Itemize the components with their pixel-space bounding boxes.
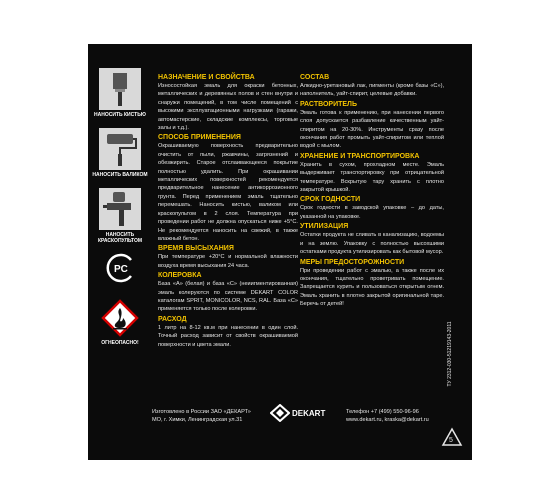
svg-text:PC: PC — [114, 264, 128, 275]
drying-heading: ВРЕМЯ ВЫСЫХАНИЯ — [158, 245, 234, 253]
composition-text: Алкидно-уретановый лак, пигменты (кроме базы «С»), наполнитель, уайт-спирит, целевые добавки. — [300, 83, 444, 98]
disposal-heading: УТИЛИЗАЦИЯ — [300, 223, 349, 231]
roller-caption: НАНОСИТЬ ВАЛИКОМ — [92, 172, 148, 178]
spray-caption: НАНОСИТЬ КРАСКОПУЛЬТОМ — [97, 232, 143, 244]
drying-text: При температуре +20°С и нормальной влажности воздуха время высыхания 24 часа. — [158, 254, 298, 269]
storage-heading: ХРАНЕНИЕ И ТРАНСПОРТИРОВКА — [300, 152, 420, 160]
certification-mark-icon — [104, 252, 136, 284]
tint-heading: КОЛЕРОВКА — [158, 272, 202, 280]
brush-caption: НАНОСИТЬ КИСТЬЮ — [94, 112, 146, 118]
solvent-text: Эмаль готова к применению, при нанесении первого слоя допускается разбавление качественным уайт-спиритом на 20-30%. Инструменты сразу после окончания работ промыть уайт-спиритом или теплой водой с мылом. — [300, 109, 444, 150]
shelf-life-text: Срок годности в заводской упаковке – до даты, указанной на упаковке. — [300, 205, 444, 220]
brush-icon — [99, 68, 141, 110]
flammable-hazard-icon — [101, 299, 139, 337]
right-column — [300, 72, 444, 309]
tint-text: База «А» (белая) и база «С» (неиигментированная) эмаль колеруются по системе DEKART COLOR каталогам SPRIT, MONICOLOR, NCS, RAL. База «С» применяется только после колеровки. — [158, 281, 298, 313]
manufacturer-info — [152, 408, 251, 424]
tu-code-text: ТУ 2312-030-51219143-2011 — [447, 321, 453, 387]
brand-logo — [270, 404, 336, 422]
contact-info — [346, 408, 429, 424]
recycle-icon — [440, 427, 464, 449]
purpose-text: Износостойкая эмаль для окраски бетонных, металлических и деревянных полов и стен внутри и снаружи помещений, в том числе помещений с высокими эксплуатационными нагрузками (гаражи, автомастерские, складские комплексы, торговые залы и т.д.). — [158, 83, 298, 132]
storage-text: Хранить в сухом, прохладном месте. Эмаль выдерживает транспортировку при отрицательной температуре. Вскрытую тару хранить с плотно закрытой крышкой. — [300, 161, 444, 194]
svg-text:5: 5 — [449, 437, 453, 444]
spray-gun-icon — [99, 188, 141, 230]
composition-heading: СОСТАВ — [300, 74, 330, 81]
method-heading: СПОСОБ ПРИМЕНЕНИЯ — [158, 134, 241, 142]
manufacturer-line-2: МО, г. Химки, Ленинградская ул.31 — [152, 417, 243, 423]
usage-text: 1 литр на 8-12 кв.м при нанесении в один слой. Точный расход зависит от свойств окрашиваемой поверхности и цвета эмали. — [158, 324, 298, 348]
tu-code — [445, 296, 455, 416]
left-column — [158, 72, 298, 349]
brand-emblem-icon — [270, 404, 290, 422]
phone-text: Телефон +7 (499) 550-96-96 — [346, 409, 419, 415]
web-text: www.dekart.ru, kraska@dekart.ru — [346, 417, 429, 423]
safety-heading: МЕРЫ ПРЕДОСТОРОЖНОСТИ — [300, 258, 405, 266]
disposal-text: Остатки продукта не сливать в канализацию, водоемы и на землю. Упаковку с полностью высохшими остатками продукта утилизировать как бытовой мусор. — [300, 232, 444, 256]
usage-heading: РАСХОД — [158, 315, 187, 323]
manufacturer-line-1: Изготовлено в России ЗАО «ДЕКАРТ» — [152, 409, 251, 415]
roller-icon — [99, 128, 141, 170]
shelf-life-heading: СРОК ГОДНОСТИ — [300, 196, 361, 204]
brand-name: DEKART — [292, 409, 326, 418]
hazard-caption: ОГНЕОПАСНО! — [101, 340, 139, 346]
solvent-heading: РАСТВОРИТЕЛЬ — [300, 100, 358, 108]
purpose-heading: НАЗНАЧЕНИЕ И СВОЙСТВА — [158, 74, 255, 81]
product-label — [88, 44, 472, 460]
safety-text: При проведении работ с эмалью, а также после их окончания, тщательно проветривать помещение. Запрещается курить и пользоваться открытым огнем. Эмаль хранить в плотно закрытой оригинальной таре. Беречь от детей! — [300, 267, 444, 308]
method-text: Окрашиваемую поверхность предварительно очистить от пыли, ржавчины, загрязнений и обезжирить. Старое отслаивающееся покрытие полностью удалить. При окрашивании металлических поверхностей рекомендуется предварительное нанесение антикоррозионного грунта. Перед применением эмаль тщательно перемешать. Наносить кистью, валиком или краскопультом в 2 слоя. Температура при проведении работ не должна опускаться ниже +5°С. Не рекомендуется наносить на свежий, в также влажный бетон. — [158, 143, 298, 242]
